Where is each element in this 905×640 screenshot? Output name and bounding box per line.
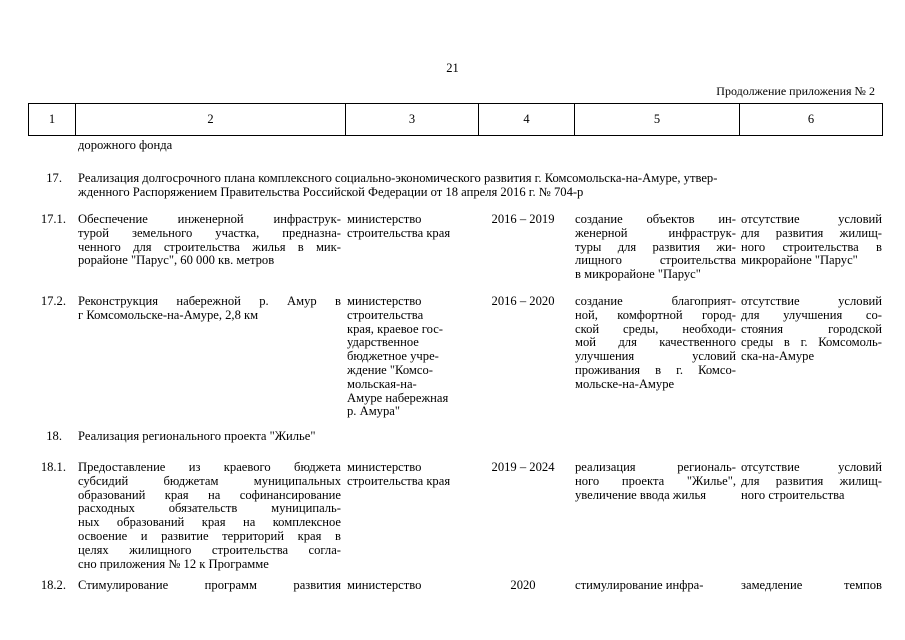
text-line: ных образований края на комплексное <box>78 515 341 530</box>
text-line: отсутствие условий <box>741 212 882 226</box>
row-result <box>575 579 736 593</box>
lead-text: дорожного фонда <box>78 138 173 152</box>
text-line: для развития жилищ- <box>741 473 882 488</box>
table-header <box>28 103 883 136</box>
text-line: мой для качественного <box>575 335 736 350</box>
header-col-6: 6 <box>739 104 882 135</box>
row-number: 17.1. <box>40 212 66 226</box>
header-col-4: 4 <box>478 104 574 135</box>
text-line: Реконструкция набережной р. Амур в <box>78 294 341 308</box>
text-line: расходных обязательств муниципаль- <box>78 501 341 516</box>
text-line: мольске-на-Амуре <box>575 376 675 391</box>
text-line: туры для развития жи- <box>575 239 736 254</box>
text-line: Обеспечение инженерной инфраструк- <box>78 212 341 226</box>
text-line: замедление темпов <box>741 578 882 592</box>
text-line: мольская-на- <box>347 376 417 391</box>
text-line: стояния городской <box>741 321 882 336</box>
text-line: стимулирование инфра- <box>575 578 704 592</box>
text-line: Стимулирование программ развития <box>78 578 341 592</box>
text-line: увеличение ввода жилья <box>575 487 707 502</box>
row-number: 18.1. <box>40 460 66 474</box>
text-line: проживания в г. Комсо- <box>575 362 736 377</box>
header-col-5: 5 <box>574 104 739 135</box>
text-line: лищного строительства <box>575 253 736 268</box>
text-line: ударственное <box>347 335 419 350</box>
page-number: 21 <box>446 61 459 75</box>
text-line: реализация региональ- <box>575 460 736 474</box>
section-title-line: Реализация долгосрочного плана комплексного социально-экономического развития г. Комсомольска-на-Амуре, утвер- <box>78 171 718 185</box>
continuation-label: Продолжение приложения № 2 <box>716 84 875 98</box>
row-period: 2016 – 2020 <box>491 294 555 308</box>
text-line: строительства края <box>347 225 451 240</box>
section-title-line: жденного Распоряжением Правительства Российской Федерации от 18 апреля 2016 г. № 704-р <box>78 184 584 199</box>
text-line: министерство <box>347 212 422 226</box>
header-col-3: 3 <box>345 104 478 135</box>
row-description <box>78 461 341 571</box>
text-line: министерство <box>347 460 422 474</box>
text-line: ного строительства <box>741 487 845 502</box>
text-line: отсутствие условий <box>741 460 882 474</box>
text-line: женерной инфраструк- <box>575 225 736 240</box>
row-description <box>78 579 341 593</box>
text-line: министерство <box>347 578 422 592</box>
text-line: бюджетное учре- <box>347 349 439 364</box>
text-line: рорайоне "Парус", 60 000 кв. метров <box>78 253 275 268</box>
text-line: целях жилищного строительства согла- <box>78 542 341 557</box>
text-line: в микрорайоне "Парус" <box>575 267 701 282</box>
text-line: ной, комфортной город- <box>575 307 736 322</box>
row-description <box>78 295 341 323</box>
text-line: Амуре набережная <box>347 390 449 405</box>
header-col-1: 1 <box>48 112 56 126</box>
text-line: ска-на-Амуре <box>741 349 815 364</box>
text-line: образований края на софинансирование <box>78 487 341 502</box>
row-result <box>575 213 736 282</box>
text-line: Предоставление из краевого бюджета <box>78 460 341 474</box>
row-description <box>78 213 341 268</box>
row-executor <box>347 579 475 593</box>
text-line: отсутствие условий <box>741 294 882 308</box>
row-consequence <box>741 295 882 364</box>
text-line: субсидий бюджетам муниципальных <box>78 473 341 488</box>
text-line: г Комсомольске-на-Амуре, 2,8 км <box>78 307 259 322</box>
row-consequence <box>741 461 882 502</box>
row-number: 18.2. <box>40 578 66 592</box>
row-executor <box>347 295 475 419</box>
row-result <box>575 461 736 502</box>
text-line: улучшения условий <box>575 349 736 364</box>
text-line: края, краевое гос- <box>347 321 443 336</box>
row-period: 2020 <box>510 578 536 592</box>
row-executor <box>347 461 475 489</box>
row-period: 2019 – 2024 <box>491 460 555 474</box>
section-title <box>78 430 316 444</box>
text-line: освоение и развитие территорий края в <box>78 528 341 543</box>
section-title-line: Реализация регионального проекта "Жилье" <box>78 429 316 443</box>
section-title <box>78 172 717 200</box>
row-number: 17.2. <box>40 294 66 308</box>
header-col-2: 2 <box>75 104 345 135</box>
text-line: для развития жилищ- <box>741 225 882 240</box>
text-line: создание благоприят- <box>575 294 736 308</box>
text-line: ской среды, необходи- <box>575 321 736 336</box>
text-line: ждение "Комсо- <box>347 362 433 377</box>
text-line: микрорайоне "Парус" <box>741 253 858 268</box>
text-line: для улучшения со- <box>741 307 882 322</box>
text-line: среды в г. Комсомоль- <box>741 335 882 350</box>
section-number: 17. <box>46 171 62 185</box>
text-line: ного строительства в <box>741 239 882 254</box>
text-line: ченного для строительства жилья в мик- <box>78 239 341 254</box>
row-period: 2016 – 2019 <box>491 212 555 226</box>
row-consequence <box>741 213 882 268</box>
text-line: р. Амура" <box>347 404 400 419</box>
row-executor <box>347 213 475 241</box>
text-line: строительства края <box>347 473 451 488</box>
text-line: ного проекта "Жилье", <box>575 473 736 488</box>
row-consequence <box>741 579 882 593</box>
section-number: 18. <box>46 429 62 443</box>
text-line: создание объектов ин- <box>575 212 736 226</box>
text-line: строительства <box>347 307 424 322</box>
text-line: сно приложения № 12 к Программе <box>78 556 269 571</box>
text-line: министерство <box>347 294 422 308</box>
text-line: турой земельного участка, предназна- <box>78 225 341 240</box>
row-result <box>575 295 736 392</box>
